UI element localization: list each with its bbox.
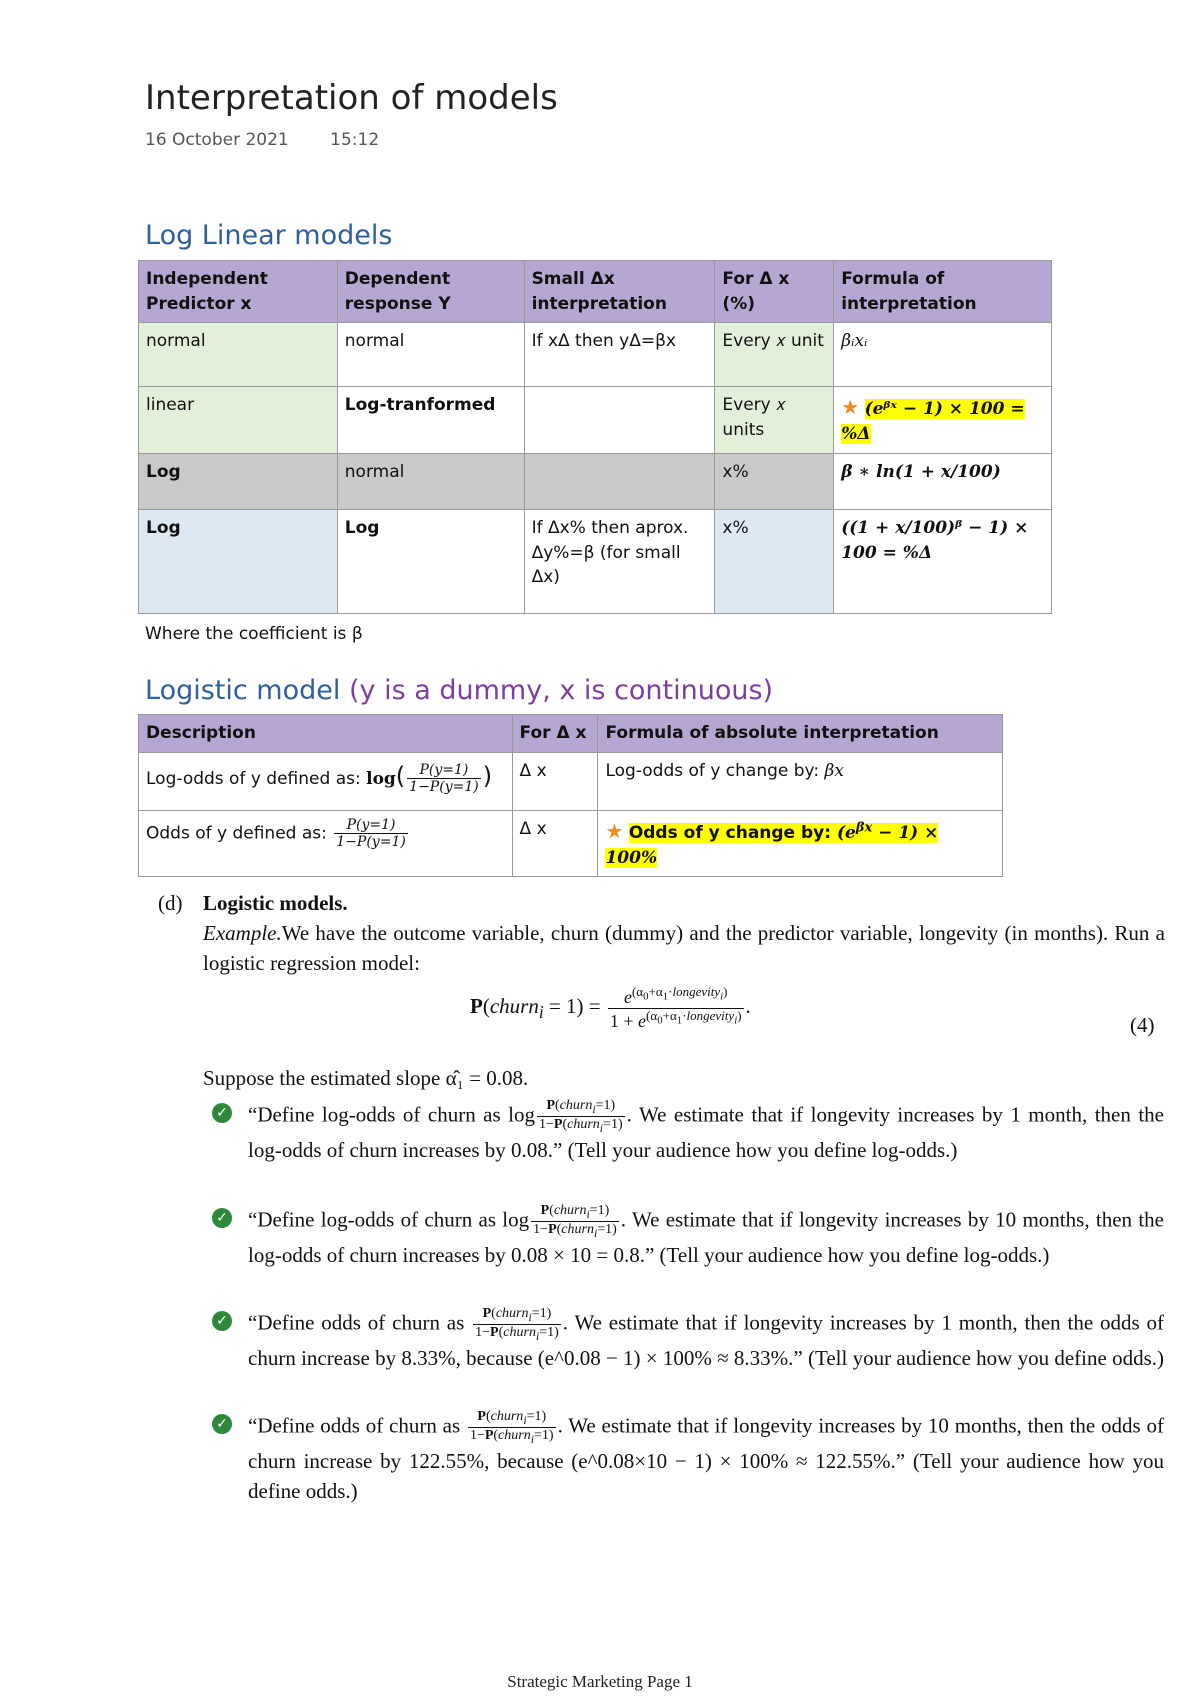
cell-y: Log — [337, 509, 524, 613]
cell-formula: βᵢxᵢ — [834, 323, 1052, 387]
header-cell: Formula of interpretation — [834, 261, 1052, 323]
cell-formula: ((1 + x/100)ᵝ − 1) × 100 = %Δ — [834, 509, 1052, 613]
cell-formula — [598, 810, 1003, 877]
table-row — [139, 752, 1003, 810]
equation-number: (4) — [1130, 1013, 1155, 1037]
cell-small: If xΔ then yΔ=βx — [524, 323, 715, 387]
header-cell: For Δ x — [512, 715, 598, 753]
table-row — [139, 509, 1052, 613]
cell-for: x% — [715, 453, 834, 509]
list-item: ✓ “Define log-odds of churn as log $\frac{P(churn_i=1)}{1-P(churn_i=1)}$ . We estimate that if longevity increases by 1 month, then the log-odds of churn increases by 0.08.” (Tell your audience how you define log-odds.) — [212, 1098, 1164, 1165]
formula-text: Log-odds of y change by: — [605, 760, 820, 781]
cell-x: normal — [139, 323, 338, 387]
check-icon: ✓ — [212, 1414, 232, 1434]
desc-text: Log-odds of y defined as: — [146, 768, 361, 789]
cell-for: Δ x — [512, 810, 598, 877]
example-label: Example. — [203, 921, 282, 945]
item-label: (d) — [158, 891, 183, 915]
cell-desc: Odds of y defined as: $\frac{P(y=1)}{1-P(y=1)}$ — [139, 810, 513, 877]
cell-y: normal — [337, 323, 524, 387]
cell-y: Log-tranformed — [337, 387, 524, 454]
header-cell: For Δ x (%) — [715, 261, 834, 323]
list-item: ✓ “Define odds of churn as $\frac{P(churn_i=1)}{1-P(churn_i=1)}$ . We estimate that if longevity increases by 10 months, then the odds of churn increase by 122.55%, because (e^0.08×10 − 1) × 100% ≈ 122.55%.” (Tell your audience how you define odds.) — [212, 1409, 1164, 1506]
log-linear-table — [138, 260, 1052, 614]
cell-x: linear — [139, 387, 338, 454]
desc-text: Odds of y defined as: — [146, 823, 327, 844]
page-time: 15:12 — [330, 130, 380, 150]
table-row — [139, 453, 1052, 509]
cell-y: normal — [337, 453, 524, 509]
star-icon: ★ — [841, 395, 860, 420]
logistic-equation: P(churn$_i$ = 1) = $\frac{e^{(\alpha_0+\alpha_1\cdot longevity_i)}}{1 + e^{(\alpha_0+\alpha_1\cdot longevity_i)}}$ . — [470, 984, 751, 1031]
cell-x: Log — [139, 453, 338, 509]
page-title: Interpretation of models — [145, 78, 558, 118]
example-text: We have the outcome variable, churn (dummy) and the predictor variable, longevity (in months). Run a logistic regression model: — [203, 921, 1165, 975]
cell-for: Δ x — [512, 752, 598, 810]
coefficient-note: Where the coefficient is β — [145, 624, 363, 644]
cell-small — [524, 453, 715, 509]
check-icon: ✓ — [212, 1208, 232, 1228]
star-icon: ★ — [605, 818, 624, 843]
cell-for: x% — [715, 509, 834, 613]
page-meta — [145, 130, 415, 150]
table-row — [139, 810, 1003, 877]
check-icon: ✓ — [212, 1311, 232, 1331]
cell-for: Every 𝑥 unit — [715, 323, 834, 387]
cell-desc: Log-odds of y defined as: log( $\frac{P(y=1)}{1-P(y=1)}$ ) — [139, 752, 513, 810]
logistic-heading-main: Logistic model — [145, 675, 341, 706]
table-row — [139, 387, 1052, 454]
cell-formula: Log-odds of y change by: βx — [598, 752, 1003, 810]
suppose-text: Suppose the estimated slope α̂₁ = 0.08. — [203, 1066, 529, 1090]
cell-x: Log — [139, 509, 338, 613]
page-footer: Strategic Marketing Page 1 — [507, 1672, 693, 1691]
cell-small — [524, 387, 715, 454]
cell-formula: β ∗ ln(1 + x/100) — [834, 453, 1052, 509]
logistic-heading-sub: (y is a dummy, x is continuous) — [348, 675, 774, 706]
cell-formula — [834, 387, 1052, 454]
logistic-heading — [145, 675, 773, 706]
header-cell: Formula of absolute interpretation — [598, 715, 1003, 753]
logistic-table — [138, 714, 1003, 877]
formula-highlight: (eᵝˣ − 1) × 100 = %Δ — [841, 399, 1025, 445]
table-row — [139, 323, 1052, 387]
header-cell: Small Δx interpretation — [524, 261, 715, 323]
formula-highlight: Odds of y change by: $(e^{\beta x} - 1) \times 100\%$ — [605, 819, 939, 868]
cell-small: If Δx% then aprox. Δy%=β (for small Δx) — [524, 509, 715, 613]
check-icon: ✓ — [212, 1103, 232, 1123]
header-cell: Description — [139, 715, 513, 753]
list-item: ✓ “Define odds of churn as $\frac{P(churn_i=1)}{1-P(churn_i=1)}$ . We estimate that if longevity increases by 1 month, then the odds of churn increase by 8.33%, because (e^0.08 − 1) × 100% ≈ 8.33%.” (Tell your audience how you define odds.) — [212, 1306, 1164, 1373]
list-item: ✓ “Define log-odds of churn as log $\frac{P(churn_i=1)}{1-P(churn_i=1)}$ . We estimate that if longevity increases by 10 months, then the log-odds of churn increases by 0.08 × 10 = 0.8.” (Tell your audience how you define log-odds.) — [212, 1203, 1164, 1270]
cell-for: Every 𝑥 units — [715, 387, 834, 454]
example-paragraph — [203, 918, 1165, 978]
header-cell: Dependent response Y — [337, 261, 524, 323]
table-header-row — [139, 261, 1052, 323]
item-title: Logistic models. — [203, 891, 348, 915]
header-cell: Independent Predictor x — [139, 261, 338, 323]
log-linear-heading: Log Linear models — [145, 220, 393, 251]
page-date: 16 October 2021 — [145, 130, 289, 150]
table-header-row — [139, 715, 1003, 753]
